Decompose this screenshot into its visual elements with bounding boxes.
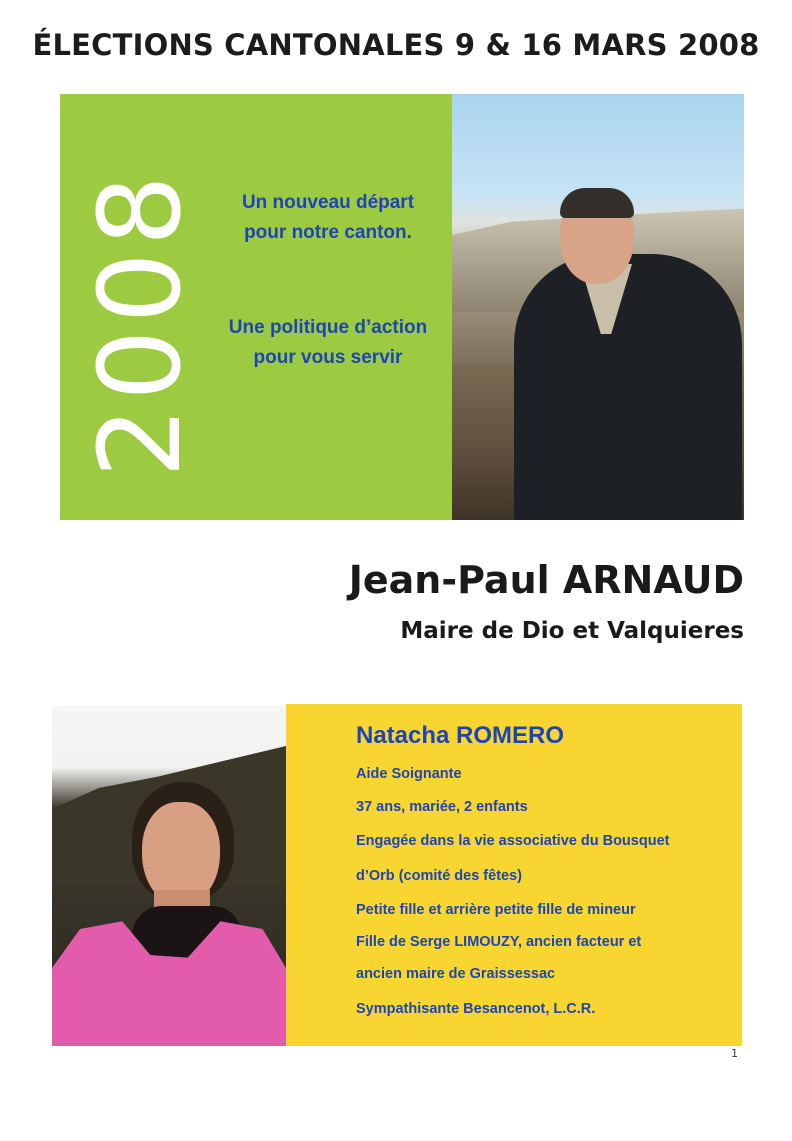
bio-line: Aide Soignante bbox=[356, 766, 462, 782]
slogan-2-line-1: Une politique d’action bbox=[228, 317, 428, 338]
bio-line: Fille de Serge LIMOUZY, ancien facteur et bbox=[356, 934, 642, 950]
slogan-1 bbox=[190, 188, 466, 249]
page-number: 1 bbox=[731, 1047, 738, 1060]
photo-hair bbox=[560, 188, 634, 218]
bio-line: 37 ans, mariée, 2 enfants bbox=[356, 799, 528, 815]
bio-line: Engagée dans la vie associative du Bousquet bbox=[356, 833, 670, 849]
slogan-1-line-2: pour notre canton. bbox=[244, 222, 412, 244]
candidate-role-main: Maire de Dio et Valquieres bbox=[400, 618, 744, 644]
candidate-name-second: Natacha ROMERO bbox=[356, 722, 565, 749]
candidate-photo-second bbox=[52, 706, 286, 1046]
candidate-name-main: Jean-Paul ARNAUD bbox=[348, 558, 744, 602]
bio-line: Petite fille et arrière petite fille de mineur bbox=[356, 902, 636, 918]
page-title: ÉLECTIONS CANTONALES 9 & 16 MARS 2008 bbox=[32, 28, 760, 62]
bio-line: d’Orb (comité des fêtes) bbox=[356, 868, 522, 884]
candidate-photo-main bbox=[452, 94, 744, 520]
bio-line: Sympathisante Besancenot, L.C.R. bbox=[356, 1001, 596, 1017]
slogan-2-line-2: pour vous servir bbox=[253, 347, 403, 369]
slogan-1-line-1: Un nouveau départ bbox=[241, 192, 415, 213]
slogan-2 bbox=[190, 313, 466, 374]
bio-line: ancien maire de Graissessac bbox=[356, 966, 556, 982]
year-label: 2008 bbox=[76, 168, 206, 478]
photo-jacket bbox=[514, 254, 742, 520]
